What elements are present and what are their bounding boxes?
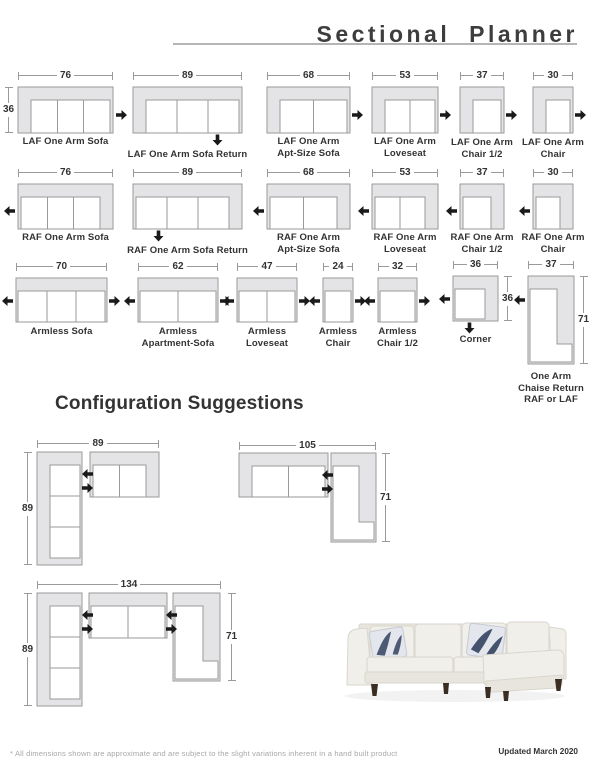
armless-loveseat-label: Armless Loveseat: [246, 326, 288, 349]
laf-one-arm-chair-half-width-dim: 37: [460, 69, 504, 82]
config-134x71-dim: 134: [37, 578, 221, 591]
armless-chair-label: Armless Chair: [318, 326, 358, 349]
laf-one-arm-sofa-depth-dim: 36: [2, 87, 15, 133]
connector-arrow-right-icon: [82, 624, 93, 634]
raf-one-arm-sofa-return: [132, 183, 243, 230]
vertical-return-piece: [36, 592, 83, 707]
connector-arrow-right-icon: [109, 296, 120, 306]
config-105x71-dim: 71: [379, 453, 392, 542]
connector-arrow-left-icon: [519, 206, 530, 216]
connector-arrow-left-icon: [309, 296, 320, 306]
raf-one-arm-chair-half-label: RAF One Arm Chair 1/2: [450, 232, 514, 255]
armless-apartment-sofa-label: Armless Apartment-Sofa: [141, 326, 215, 349]
laf-one-arm-chair-half-label: LAF One Arm Chair 1/2: [451, 137, 513, 160]
photo-accent-pillow-left: [369, 627, 407, 662]
config-89x89-dim: 89: [21, 452, 34, 565]
updated-date: Updated March 2020: [498, 747, 578, 756]
chaise-return-piece: [330, 452, 377, 543]
raf-one-arm-apt-size-sofa-width-dim: 68: [267, 166, 350, 179]
connector-arrow-left-icon: [439, 294, 450, 304]
armless-chair-half-width-dim: 32: [378, 260, 417, 273]
armless-chair-width-dim: 24: [323, 260, 353, 273]
laf-one-arm-loveseat-label: LAF One Arm Loveseat: [374, 136, 436, 159]
laf-one-arm-chair-label: LAF One Arm Chair: [522, 137, 584, 160]
sectional-sofa-photo: [333, 597, 573, 705]
raf-loveseat-piece: [89, 451, 160, 498]
raf-one-arm-apt-size-sofa: [266, 183, 351, 230]
connector-arrow-left-icon: [253, 206, 264, 216]
corner-width-dim: 36: [453, 258, 498, 271]
raf-one-arm-apt-size-sofa-label: RAF One Arm Apt-Size Sofa: [276, 232, 341, 255]
connector-arrow-right-icon: [440, 110, 451, 120]
raf-one-arm-loveseat-label: RAF One Arm Loveseat: [373, 232, 437, 255]
page-title: Sectional Planner: [316, 21, 578, 47]
armless-chair-half-label: Armless Chair 1/2: [376, 326, 419, 349]
armless-sofa: [15, 277, 108, 323]
config-89x89-dim: 89: [37, 437, 159, 450]
armless-sofa-width-dim: 70: [16, 260, 107, 273]
photo-floor-shadow: [345, 690, 565, 702]
laf-one-arm-apt-size-sofa-width-dim: 68: [267, 69, 350, 82]
connector-arrow-right-icon: [116, 110, 127, 120]
connector-arrow-down-icon: [464, 323, 475, 333]
laf-loveseat-piece: [238, 452, 329, 498]
corner: [452, 275, 499, 322]
vertical-return-piece: [36, 451, 83, 566]
raf-one-arm-loveseat-width-dim: 53: [372, 166, 438, 179]
laf-one-arm-chair: [532, 86, 574, 134]
connector-arrow-left-icon: [514, 295, 525, 305]
raf-one-arm-sofa: [17, 183, 114, 230]
connector-arrow-left-icon: [4, 206, 15, 216]
raf-one-arm-chair-label: RAF One Arm Chair: [521, 232, 585, 255]
connector-arrow-left-icon: [124, 296, 135, 306]
connector-arrow-right-icon: [166, 624, 177, 634]
armless-chair-half: [377, 277, 418, 323]
connector-arrow-right-icon: [352, 110, 363, 120]
chaise-return-piece: [172, 592, 221, 682]
armless-loveseat: [236, 277, 298, 323]
connector-arrow-down-icon: [153, 231, 164, 241]
connector-arrow-left-icon: [2, 296, 13, 306]
connector-arrow-down-icon: [212, 135, 223, 145]
one-arm-chaise-return: [527, 275, 575, 365]
armless-loveseat-piece: [88, 592, 168, 639]
raf-one-arm-chair-width-dim: 30: [533, 166, 573, 179]
raf-one-arm-chair-half-width-dim: 37: [460, 166, 504, 179]
laf-one-arm-sofa-return-width-dim: 89: [133, 69, 242, 82]
laf-one-arm-apt-size-sofa: [266, 86, 351, 134]
armless-chair: [322, 277, 354, 323]
one-arm-chaise-return-depth-dim: 71: [577, 276, 590, 364]
configuration-suggestions-heading: Configuration Suggestions: [55, 393, 304, 414]
laf-one-arm-loveseat-width-dim: 53: [372, 69, 438, 82]
raf-one-arm-chair: [532, 183, 574, 230]
laf-one-arm-sofa-return: [132, 86, 243, 134]
connector-arrow-right-icon: [82, 483, 93, 493]
corner-label: Corner: [459, 334, 492, 345]
laf-one-arm-chair-width-dim: 30: [533, 69, 573, 82]
connector-arrow-left-icon: [358, 206, 369, 216]
armless-sofa-label: Armless Sofa: [30, 326, 93, 337]
laf-one-arm-chair-half: [459, 86, 505, 134]
laf-one-arm-sofa-label: LAF One Arm Sofa: [22, 136, 109, 147]
laf-one-arm-apt-size-sofa-label: LAF One Arm Apt-Size Sofa: [277, 136, 340, 159]
connector-arrow-left-icon: [446, 206, 457, 216]
raf-one-arm-sofa-width-dim: 76: [18, 166, 113, 179]
connector-arrow-left-icon: [166, 610, 177, 620]
connector-arrow-left-icon: [364, 296, 375, 306]
laf-one-arm-sofa: [17, 86, 114, 134]
connector-arrow-left-icon: [82, 610, 93, 620]
connector-arrow-right-icon: [575, 110, 586, 120]
raf-one-arm-sofa-label: RAF One Arm Sofa: [22, 232, 109, 243]
connector-arrow-right-icon: [322, 484, 333, 494]
raf-one-arm-chair-half: [459, 183, 505, 230]
one-arm-chaise-return-label: One Arm Chaise Return RAF or LAF: [518, 371, 584, 405]
connector-arrow-right-icon: [506, 110, 517, 120]
connector-arrow-right-icon: [419, 296, 430, 306]
laf-one-arm-loveseat: [371, 86, 439, 134]
armless-apartment-sofa-width-dim: 62: [138, 260, 218, 273]
raf-one-arm-sofa-return-width-dim: 89: [133, 166, 242, 179]
config-105x71-dim: 105: [239, 439, 376, 452]
raf-one-arm-sofa-return-label: RAF One Arm Sofa Return: [127, 245, 248, 256]
dimensions-disclaimer: * All dimensions shown are approximate and are subject to the slight variations inherent in a hand built product: [10, 749, 398, 758]
raf-one-arm-loveseat: [371, 183, 439, 230]
connector-arrow-left-icon: [223, 296, 234, 306]
armless-loveseat-width-dim: 47: [237, 260, 297, 273]
laf-one-arm-sofa-return-label: LAF One Arm Sofa Return: [127, 149, 248, 160]
connector-arrow-left-icon: [82, 469, 93, 479]
laf-one-arm-sofa-width-dim: 76: [18, 69, 113, 82]
connector-arrow-left-icon: [322, 470, 333, 480]
config-134x71-dim: 89: [21, 593, 34, 706]
one-arm-chaise-return-width-dim: 37: [528, 258, 574, 271]
config-134x71-dim: 71: [225, 593, 238, 681]
armless-apartment-sofa: [137, 277, 219, 323]
corner-depth-dim: 36: [501, 276, 514, 321]
